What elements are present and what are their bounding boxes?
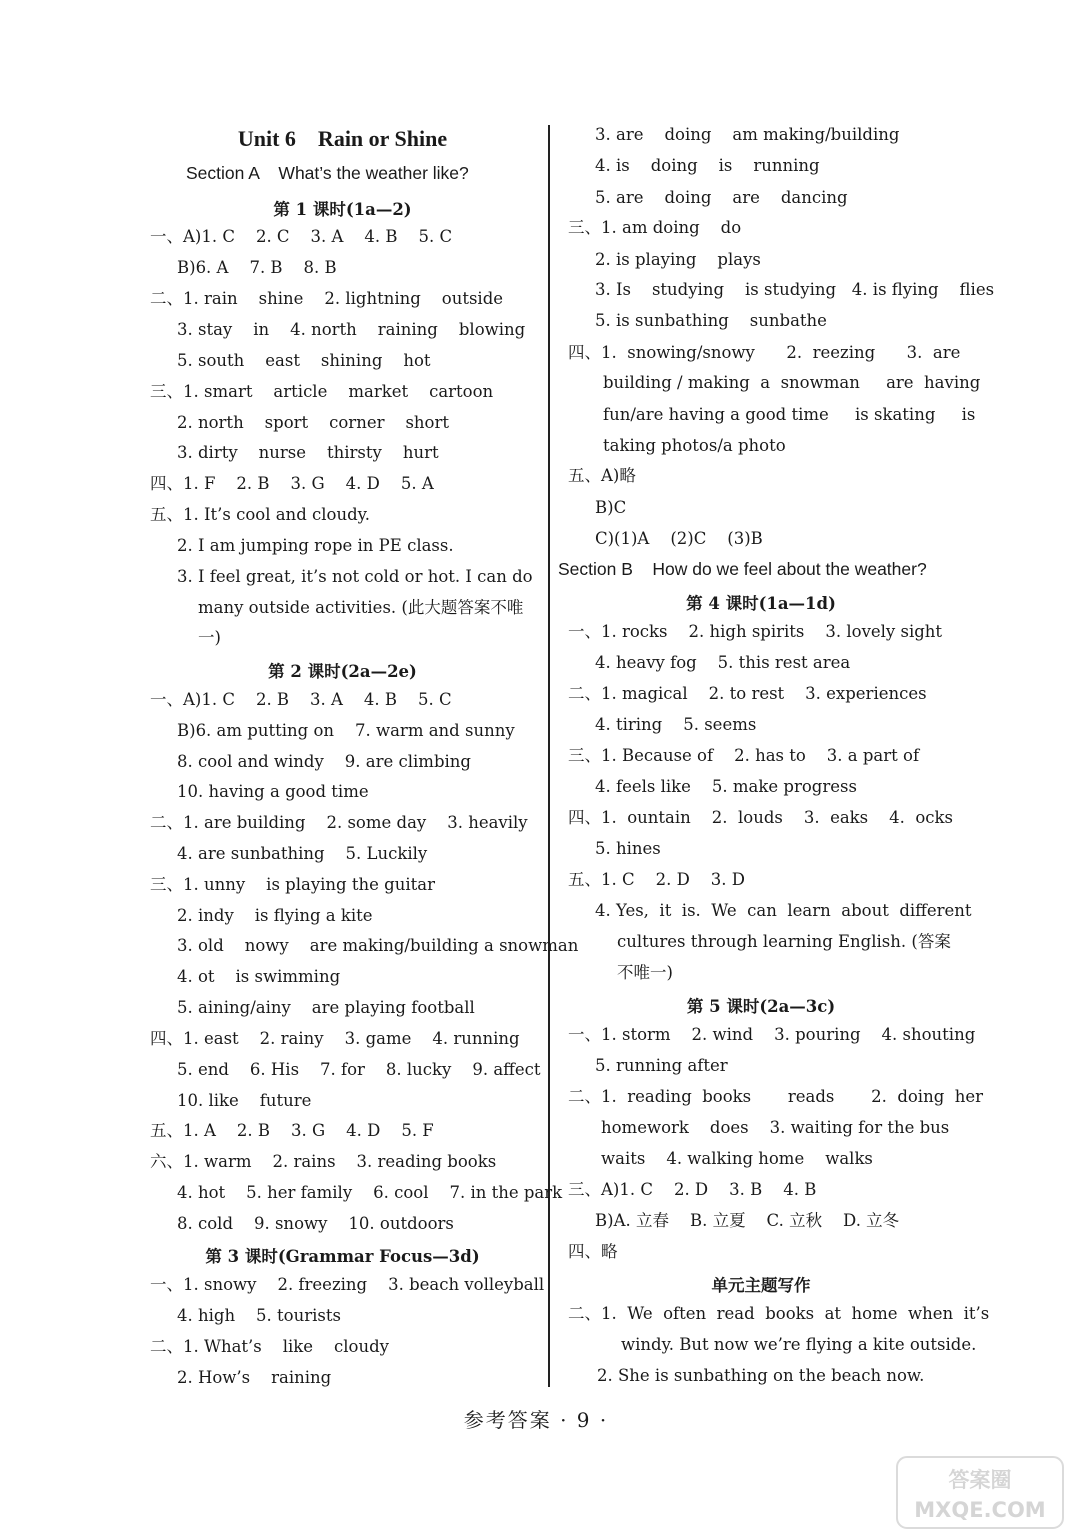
answer-line: 二、1. magical 2. to rest 3. experiences	[568, 684, 927, 703]
answer-line: 四、1. snowing/snowy 2. reezing 3. are	[568, 343, 961, 362]
answer-line: 六、1. warm 2. rains 3. reading books	[150, 1152, 497, 1171]
answer-line: 五、1. C 2. D 3. D	[568, 870, 746, 889]
answer-line: 3. Is studying is studying 4. is flying flies	[595, 280, 995, 299]
answer-line: 一)	[198, 628, 221, 647]
answer-line: 4. tiring 5. seems	[595, 715, 757, 734]
answer-line: 2. indy is flying a kite	[177, 906, 373, 925]
answer-line: building / making a snowman are having	[603, 373, 981, 392]
answer-line: windy. But now we’re flying a kite outside.	[621, 1335, 977, 1354]
answer-line: 三、1. Because of 2. has to 3. a part of	[568, 746, 920, 765]
answer-line: 二、1. reading books reads 2. doing her	[568, 1087, 984, 1106]
answer-line: 一、A)1. C 2. B 3. A 4. B 5. C	[150, 690, 452, 709]
section-b-heading: Section B How do we feel about the weather?	[558, 559, 927, 579]
answer-line: 5. end 6. His 7. for 8. lucky 9. affect	[177, 1060, 541, 1079]
answer-line: 三、1. unny is playing the guitar	[150, 875, 435, 894]
answer-line: 四、1. east 2. rainy 3. game 4. running	[150, 1029, 520, 1048]
answer-line: 5. south east shining hot	[177, 351, 431, 370]
answer-line: C)(1)A (2)C (3)B	[595, 529, 763, 548]
lesson-1-heading: 第 1 课时(1a—2)	[273, 200, 412, 219]
page-footer: 参考答案 · 9 ·	[463, 1408, 609, 1432]
lesson-4-heading: 第 4 课时(1a—1d)	[686, 594, 836, 613]
watermark-logo	[895, 1455, 1065, 1530]
answer-line: 4. Yes, it is. We can learn about different	[595, 901, 972, 920]
answer-line: 10. having a good time	[177, 782, 369, 801]
answer-line: B)C	[595, 498, 627, 517]
answer-line: 二、1. rain shine 2. lightning outside	[150, 289, 504, 308]
section-a-heading: Section A What’s the weather like?	[186, 163, 469, 183]
answer-line: 三、1. am doing do	[568, 218, 742, 237]
answer-line: 5. running after	[595, 1056, 728, 1075]
answer-line: fun/are having a good time is skating is	[603, 405, 976, 424]
answer-line: 4. hot 5. her family 6. cool 7. in the park	[177, 1183, 563, 1202]
answer-line: 3. stay in 4. north raining blowing	[177, 320, 526, 339]
answer-line: 4. are sunbathing 5. Luckily	[177, 844, 428, 863]
answer-line: 3. old nowy are making/building a snowman	[177, 936, 579, 955]
answer-line: waits 4. walking home walks	[601, 1149, 873, 1168]
answer-line: 2. How’s raining	[177, 1368, 332, 1387]
answer-line: 四、1. F 2. B 3. G 4. D 5. A	[150, 474, 434, 493]
answer-line: homework does 3. waiting for the bus	[601, 1118, 950, 1137]
answer-line: 4. high 5. tourists	[177, 1306, 341, 1325]
answer-line: 五、1. A 2. B 3. G 4. D 5. F	[150, 1121, 434, 1140]
answer-line: 5. are doing are dancing	[595, 188, 848, 207]
answer-line: 三、A)1. C 2. D 3. B 4. B	[568, 1180, 817, 1199]
answer-line: 四、略	[568, 1242, 618, 1261]
writing-heading: 单元主题写作	[711, 1276, 811, 1295]
answer-line: 4. feels like 5. make progress	[595, 777, 857, 796]
answer-line: 二、1. What’s like cloudy	[150, 1337, 389, 1356]
lesson-2-heading: 第 2 课时(2a—2e)	[268, 662, 417, 681]
answer-line: 2. She is sunbathing on the beach now.	[597, 1366, 925, 1385]
answer-line: 不唯一)	[617, 963, 673, 982]
answer-line: 5. hines	[595, 839, 661, 858]
answer-line: 5. is sunbathing sunbathe	[595, 311, 827, 330]
answer-line: 二、1. We often read books at home when it’s	[568, 1304, 990, 1323]
unit-title: Unit 6 Rain or Shine	[237, 126, 448, 151]
answer-line: 五、1. It’s cool and cloudy.	[150, 505, 371, 524]
answer-line: 一、A)1. C 2. C 3. A 4. B 5. C	[150, 227, 453, 246]
answer-line: B)6. am putting on 7. warm and sunny	[177, 721, 515, 740]
answer-line: 8. cold 9. snowy 10. outdoors	[177, 1214, 454, 1233]
answer-line: cultures through learning English. (答案	[617, 932, 951, 951]
answer-line: 三、1. smart article market cartoon	[150, 382, 494, 401]
answer-line: B)6. A 7. B 8. B	[177, 258, 337, 277]
answer-line: 3. dirty nurse thirsty hurt	[177, 443, 439, 462]
answer-line: taking photos/a photo	[603, 436, 786, 455]
answer-line: 5. aining/ainy are playing football	[177, 998, 475, 1017]
answer-line: 四、1. ountain 2. louds 3. eaks 4. ocks	[568, 808, 954, 827]
answer-line: 一、1. storm 2. wind 3. pouring 4. shouting	[568, 1025, 976, 1044]
answer-line: B)A. 立春 B. 立夏 C. 立秋 D. 立冬	[595, 1211, 900, 1230]
answer-line: many outside activities. (此大题答案不唯	[198, 598, 524, 617]
answer-line: 4. heavy fog 5. this rest area	[595, 653, 851, 672]
answer-line: 二、1. are building 2. some day 3. heavily	[150, 813, 528, 832]
answer-line: 4. is doing is running	[595, 156, 820, 175]
answer-line: 2. north sport corner short	[177, 413, 450, 432]
lesson-3-heading: 第 3 课时(Grammar Focus—3d)	[205, 1247, 480, 1266]
answer-line: 10. like future	[177, 1091, 312, 1110]
watermark-url: MXQE.COM	[914, 1498, 1046, 1522]
answer-line: 3. I feel great, it’s not cold or hot. I can do	[177, 567, 533, 586]
answer-line: 五、A)略	[568, 466, 636, 485]
watermark-title: 答案圈	[948, 1468, 1012, 1492]
answer-line: 2. I am jumping rope in PE class.	[177, 536, 454, 555]
answer-line: 8. cool and windy 9. are climbing	[177, 752, 471, 771]
answer-line: 一、1. snowy 2. freezing 3. beach volleyball	[150, 1275, 545, 1294]
answer-line: 4. ot is swimming	[177, 967, 341, 986]
answer-line: 一、1. rocks 2. high spirits 3. lovely sight	[568, 622, 943, 641]
answer-line: 2. is playing plays	[595, 250, 761, 269]
lesson-5-heading: 第 5 课时(2a—3c)	[686, 997, 836, 1016]
answer-line: 3. are doing am making/building	[595, 125, 900, 144]
